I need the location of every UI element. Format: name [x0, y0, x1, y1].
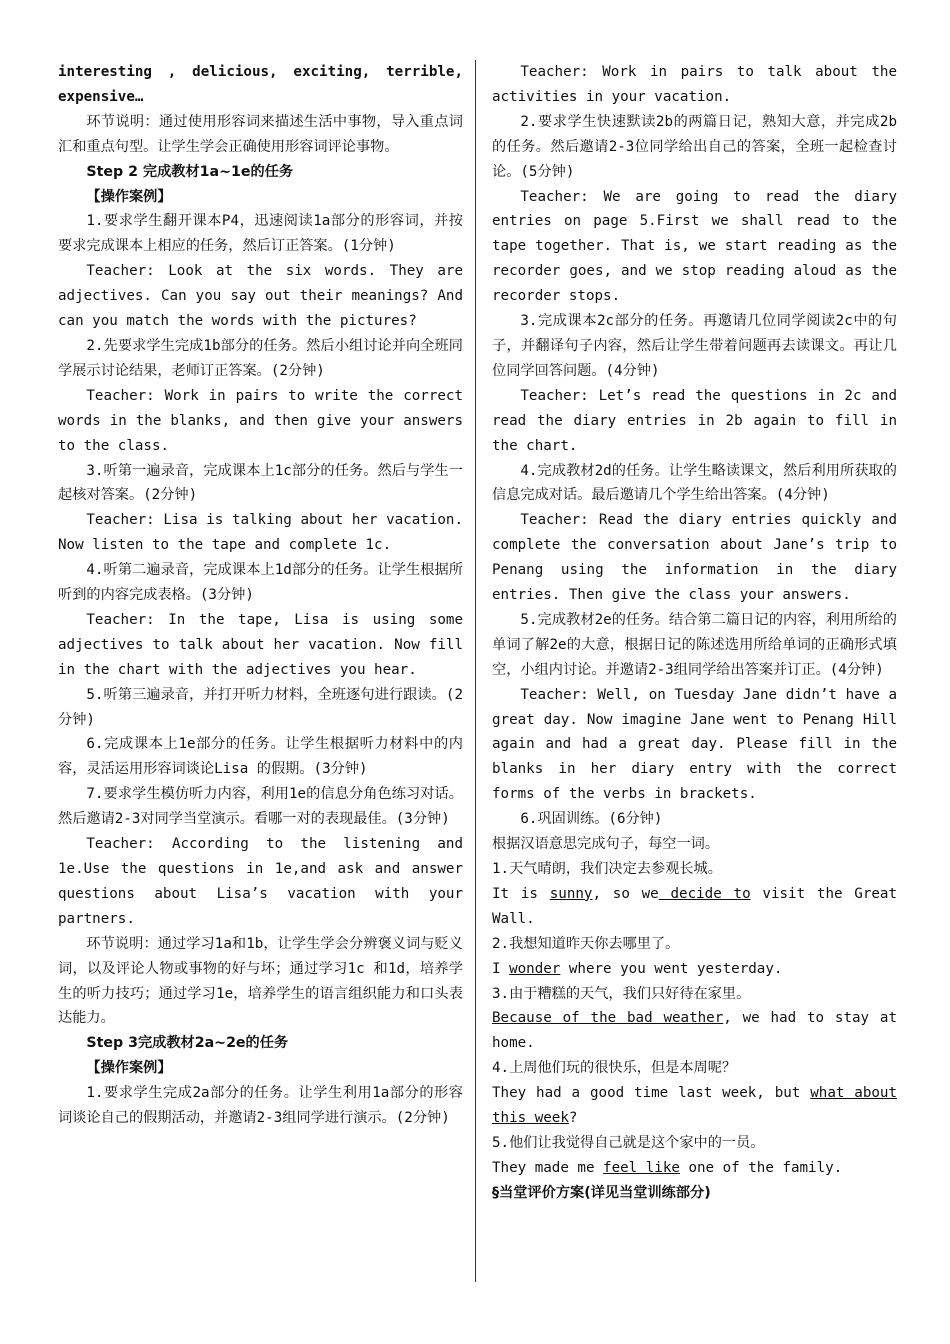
- section-heading: 【操作案例】: [86, 188, 172, 205]
- exercise-prompt: 5.他们让我觉得自己就是这个家中的一员。: [492, 1134, 765, 1151]
- answer-text: It is: [492, 885, 550, 902]
- paragraph: 4.听第二遍录音，完成课本上1d部分的任务。让学生根据所听到的内容完成表格。(3分钟): [58, 562, 463, 604]
- answer-text: visit the Great Wall.: [492, 885, 898, 927]
- answer-text: where you went yesterday.: [560, 960, 783, 977]
- exercise-prompt: 2.我想知道昨天你去哪里了。: [492, 935, 680, 952]
- column-divider: [475, 60, 476, 1282]
- paragraph: Teacher: Well, on Tuesday Jane didn’t have a great day. Now imagine Jane went to Penang Hill again and had a great day. Please fill in the blanks in her diary entry with the correct forms of the verbs in brackets.: [492, 686, 897, 803]
- exercise-answer: [492, 882, 897, 932]
- answer-blank: decide to: [658, 885, 751, 902]
- exercise-answer: [492, 957, 897, 982]
- answer-blank: sunny: [549, 885, 593, 902]
- paragraph: 1.要求学生完成2a部分的任务。让学生利用1a部分的形容词谈论自己的假期活动，并邀请2-3组同学进行演示。(2分钟): [58, 1085, 463, 1127]
- evaluation-footer: §当堂评价方案(详见当堂训练部分): [492, 1184, 711, 1201]
- paragraph: 6.巩固训练。(6分钟): [520, 811, 663, 828]
- answer-text: , we had to stay at home.: [492, 1010, 897, 1052]
- section-heading: 【操作案例】: [86, 1060, 172, 1077]
- section-heading: Step 2 完成教材1a~1e的任务: [86, 163, 294, 180]
- paragraph: Teacher: Work in pairs to talk about the activities in your vacation.: [492, 64, 897, 105]
- paragraph: Teacher: We are going to read the diary entries on page 5.First we shall read to the tape together. That is, we start reading as the recorder goes, and we stop reading aloud as the recorder stops.: [492, 188, 897, 305]
- paragraph: Teacher: Work in pairs to write the correct words in the blanks, and then give your answers to the class.: [58, 387, 463, 454]
- answer-text: one of the family.: [679, 1159, 843, 1176]
- exercise-answer: [492, 1156, 897, 1181]
- paragraph: Teacher: Read the diary entries quickly and complete the conversation about Jane’s trip to Penang using the information in the diary entries. Then give the class your answers.: [492, 512, 897, 604]
- paragraph: 3.完成课本2c部分的任务。再邀请几位同学阅读2c中的句子，并翻译句子内容，然后让学生带着问题再去读课文。再让几位同学回答问题。(4分钟): [492, 313, 897, 379]
- paragraph: 6.完成课本上1e部分的任务。让学生根据听力材料中的内容，灵活运用形容词谈论Lisa 的假期。(3分钟): [58, 736, 463, 778]
- paragraph: 1.要求学生翻开课本P4，迅速阅读1a部分的形容词，并按要求完成课本上相应的任务，然后订正答案。(1分钟): [58, 213, 463, 255]
- paragraph: 5.完成教材2e的任务。结合第二篇日记的内容，利用所给的单词了解2e的大意，根据日记的陈述选用所给单词的正确形式填空，小组内讨论。并邀请2-3组同学给出答案并订正。(4分钟): [492, 611, 897, 678]
- paragraph: 环节说明：通过使用形容词来描述生活中事物，导入重点词汇和重点句型。让学生学会正确使用形容词评论事物。: [58, 113, 463, 155]
- section-heading: Step 3完成教材2a~2e的任务: [86, 1035, 289, 1052]
- answer-text: I: [492, 960, 510, 977]
- paragraph: 2.要求学生快速默读2b的两篇日记，熟知大意，并完成2b的任务。然后邀请2-3位同学给出自己的答案，全班一起检查讨论。(5分钟): [492, 113, 897, 180]
- paragraph: Teacher: Lisa is talking about her vacation. Now listen to the tape and complete 1c.: [58, 512, 463, 554]
- exercise-prompt: 1.天气晴朗，我们决定去参观长城。: [492, 861, 722, 877]
- answer-text: They made me: [492, 1159, 604, 1176]
- answer-blank: feel like: [603, 1159, 680, 1176]
- paragraph: 环节说明：通过学习1a和1b，让学生学会分辨褒义词与贬义词，以及评论人物或事物的好与坏；通过学习1c 和1d，培养学生的听力技巧；通过学习1e，培养学生的语言组织能力和口头表达能力。: [58, 935, 463, 1027]
- paragraph: Teacher: In the tape, Lisa is using some adjectives to talk about her vacation. Now fill in the chart with the adjectives you hear.: [58, 611, 463, 678]
- paragraph: Teacher: Look at the six words. They are adjectives. Can you say out their meanings? And can you match the words with the pictures?: [58, 263, 463, 330]
- paragraph: 2.先要求学生完成1b部分的任务。然后小组讨论并向全班同学展示讨论结果，老师订正答案。(2分钟): [58, 337, 463, 379]
- paragraph: 5.听第三遍录音，并打开听力材料，全班逐句进行跟读。(2分钟): [58, 686, 463, 728]
- paragraph: Teacher: According to the listening and 1e.Use the questions in 1e,and ask and answer questions about Lisa’s vacation with your partners.: [58, 836, 463, 927]
- paragraph: interesting , delicious, exciting, terrible, expensive…: [58, 64, 463, 105]
- exercise-prompt: 4.上周他们玩的很快乐，但是本周呢？: [492, 1060, 737, 1077]
- answer-text: ?: [568, 1110, 578, 1127]
- answer-blank: Because of the bad weather: [492, 1010, 724, 1027]
- answer-blank: what about this week: [492, 1085, 897, 1127]
- paragraph: 7.要求学生模仿听力内容，利用1e的信息分角色练习对话。然后邀请2-3对同学当堂演示。看哪一对的表现最佳。(3分钟): [58, 786, 463, 828]
- answer-text: They had a good time last week, but: [492, 1085, 811, 1102]
- paragraph: 根据汉语意思完成句子，每空一词。: [492, 836, 720, 853]
- exercise-answer: [492, 1081, 897, 1131]
- paragraph: 4.完成教材2d的任务。让学生略读课文，然后利用所获取的信息完成对话。最后邀请几个学生给出答案。(4分钟): [492, 462, 897, 504]
- paragraph: Teacher: Let’s read the questions in 2c and read the diary entries in 2b again to fill in the chart.: [492, 387, 897, 454]
- right-column: [492, 60, 897, 1206]
- exercise-prompt: 3.由于糟糕的天气，我们只好待在家里。: [492, 985, 751, 1002]
- left-column: [58, 60, 463, 1131]
- paragraph: 3.听第一遍录音，完成课本上1c部分的任务。然后与学生一起核对答案。(2分钟): [58, 462, 463, 504]
- answer-blank: wonder: [509, 960, 561, 977]
- exercise-answer: [492, 1006, 897, 1056]
- answer-text: , so we: [592, 885, 659, 902]
